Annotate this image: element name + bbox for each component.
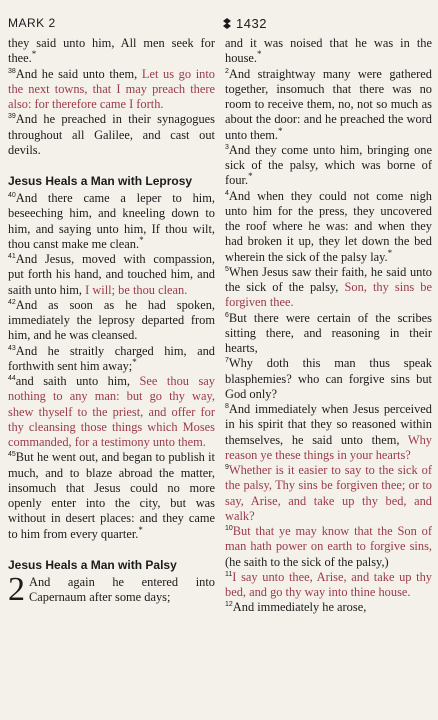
verse-41: $^{41}$And Jesus, moved with compassion, put forth his hand, and touched him, and saith unto him, I will; be thou clean. [8,252,215,297]
verse-44: $^{44}$and saith unto him, See thou say nothing to any man: but go thy way, shew thyself to the priest, and offer for thy cleansing those things which Moses commanded, for a testimony unto them. [8,374,215,449]
words-of-jesus: I say unto thee, Arise, and take up thy bed, and go thy way into thine house. [225,569,432,599]
verse-continued: they said unto him, All men seek for thee.* [8,36,215,66]
left-column [8,36,215,616]
verse-6: $^6$But there were certain of the scribes sitting there, and reasoning in their hearts, [225,310,432,355]
words-of-jesus: Why reason ye these things in your hearts? [225,432,432,462]
verse-40: $^{40}$And there came a leper to him, beseeching him, and kneeling down to him, and saying unto him, If thou wilt, thou canst make me clean.* [8,191,215,251]
verse-43: $^{43}$And he straitly charged him, and forthwith sent him away;* [8,343,215,373]
verse-39: $^{39}$And he preached in their synagogues throughout all Galilee, and cast out devils. [8,112,215,157]
verse-8: $^8$And immediately when Jesus perceived in his spirit that they so reasoned within themselves, he said unto them, Why reason ye these things in your hearts? [225,402,432,462]
verse-2: $^2$And straightway many were gathered together, insomuch that there was no room to receive them, no, not so much as about the door: and he preached the word unto them.* [225,66,432,142]
verse-38: $^{38}$And he said unto them, Let us go into the next towns, that I may preach there also: for therefore came I forth. [8,66,215,111]
words-of-jesus: See thou say nothing to any man: but go thy way, shew thyself to the priest, and offer for thy cleansing those things which Moses commanded, for a testimony unto them. [8,374,215,449]
words-of-jesus: Son, thy sins be forgiven thee. [225,280,433,310]
verse-5: $^5$When Jesus saw their faith, he said unto the sick of the palsy, Son, thy sins be forgiven thee. [225,264,433,310]
book-chapter-label: MARK 2 [8,16,56,30]
verse-9: $^9$Whether is it easier to say to the sick of the palsy, Thy sins be forgiven thee; or to say, Arise, and take up thy bed, and walk? [225,463,432,523]
running-head [8,10,432,36]
text-columns [8,36,432,616]
words-of-jesus: Let us go into the next towns, that I may preach there also: for therefore came I forth. [8,66,215,111]
words-of-jesus: I will; be thou clean. [85,282,188,297]
right-column [225,36,432,616]
section-heading-palsy: Jesus Heals a Man with Palsy [8,557,177,572]
section-heading-leprosy: Jesus Heals a Man with Leprosy [8,174,193,188]
verse-1-continued: and it was noised that he was in the house.* [225,36,432,66]
verse-42: $^{42}$And as soon as he had spoken, immediately the leprosy departed from him, and he was cleansed. [8,297,215,343]
chapter-2-verse-1: 2 And again he entered into Capernaum after some days; [8,570,215,608]
verse-7: $^7$Why doth this man thus speak blasphemies? who can forgive sins but God only? [225,356,432,401]
chapter-number: 2 [8,570,25,608]
book-bookmark-icon [222,18,232,29]
verse-3: $^3$And they come unto him, bringing one sick of the palsy, which was borne of four.* [225,142,432,188]
verse-11: $^{11}$I say unto thee, Arise, and take up thy bed, and go thy way into thine house. [225,569,432,599]
words-of-jesus: Whether is it easier to say to the sick of the palsy, Thy sins be forgiven thee; or to say, Arise, and take up thy bed, and walk? [225,463,432,523]
verse-4: $^4$And when they could not come nigh unto him for the press, they uncovered the roof where he was: and when they had broken it up, they let down the bed wherein the sick of the palsy lay.* [225,188,432,264]
verse-12: $^{12}$And immediately he arose, [225,600,367,615]
verse-10: $^{10}$But that ye may know that the Son of man hath power on earth to forgive sins, (he saith to the sick of the palsy,) [225,524,432,569]
page-number: 1432 [236,15,267,31]
words-of-jesus: But that ye may know that the Son of man hath power on earth to forgive sins, [225,524,432,554]
verse-45: $^{45}$But he went out, and began to publish it much, and to blaze abroad the matter, insomuch that Jesus could no more openly enter into the city, but was without in desert places: and they came to him from every quarter.* [8,450,215,541]
page-number-group [222,16,267,31]
